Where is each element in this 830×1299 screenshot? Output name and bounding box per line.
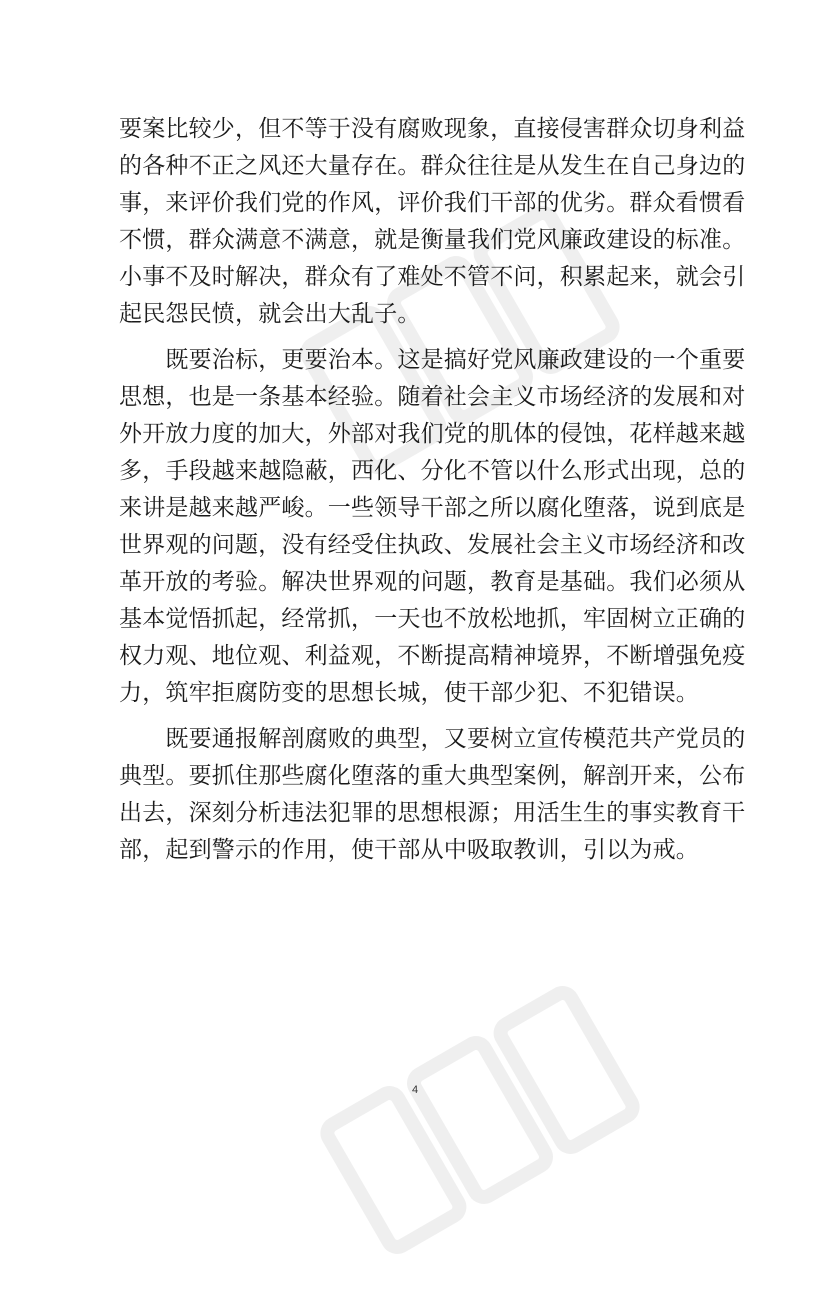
text-line: 要案比较少，但不等于没有腐败现象，直接侵害群众切身利益 [119, 116, 746, 142]
text-line: 多，手段越来越隐蔽，西化、分化不管以什么形式出现，总的 [119, 458, 746, 484]
watermark-graphic [286, 945, 673, 1296]
text-line: 基本觉悟抓起，经常抓，一天也不放松地抓，牢固树立正确的 [119, 606, 746, 632]
text-line: 不惯，群众满意不满意，就是衡量我们党风廉政建设的标准。 [119, 227, 746, 253]
text-line: 部，起到警示的作用，使干部从中吸取教训，引以为戒。 [119, 837, 699, 863]
text-line: 思想，也是一条基本经验。随着社会主义市场经济的发展和对 [119, 384, 746, 410]
text-line: 既要通报解剖腐败的典型，又要树立宣传模范共产党员的 [119, 726, 746, 752]
text-line: 小事不及时解决，群众有了难处不管不问，积累起来，就会引 [119, 264, 746, 290]
text-line: 世界观的问题，没有经受住执政、发展社会主义市场经济和改 [119, 532, 746, 558]
text-line: 典型。要抓住那些腐化堕落的重大典型案例，解剖开来，公布 [119, 763, 746, 789]
text-line: 事，来评价我们党的作风，评价我们干部的优劣。群众看惯看 [119, 190, 746, 216]
text-line: 外开放力度的加大，外部对我们党的肌体的侵蚀，花样越来越 [119, 421, 746, 447]
text-line: 既要治标，更要治本。这是搞好党风廉政建设的一个重要 [119, 347, 746, 373]
text-line: 起民怨民愤，就会出大乱子。 [119, 301, 421, 327]
text-line: 出去，深刻分析违法犯罪的思想根源；用活生生的事实教育干 [119, 800, 746, 826]
page-number: 4 [411, 1084, 419, 1096]
text-line: 权力观、地位观、利益观，不断提高精神境界，不断增强免疫 [119, 643, 746, 669]
text-line: 的各种不正之风还大量存在。群众往往是从发生在自己身边的 [119, 153, 746, 179]
text-line: 革开放的考验。解决世界观的问题，教育是基础。我们必须从 [119, 569, 746, 595]
text-line: 力，筑牢拒腐防变的思想长城，使干部少犯、不犯错误。 [119, 680, 699, 706]
text-line: 来讲是越来越严峻。一些领导干部之所以腐化堕落，说到底是 [119, 495, 746, 521]
